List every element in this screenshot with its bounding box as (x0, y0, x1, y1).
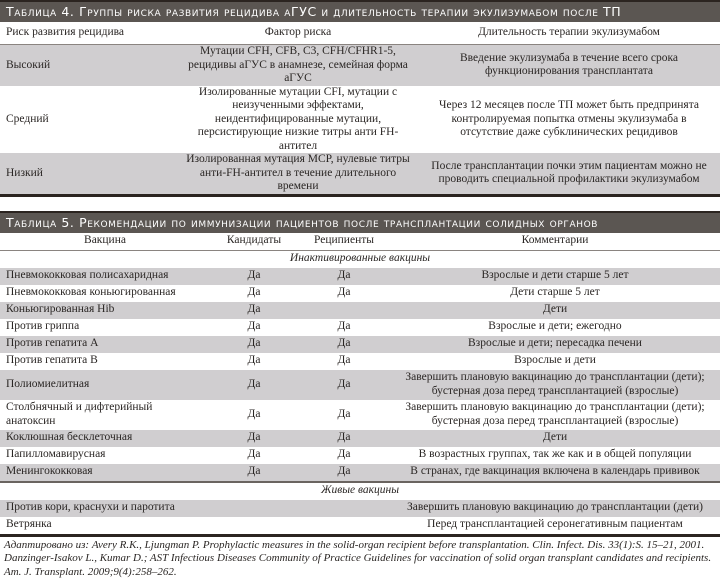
table-row (0, 302, 720, 319)
table5-header-recipients: Реципиенты (298, 233, 390, 251)
vaccine-name: Папилломавирусная (0, 447, 210, 464)
recipients-value: Да (298, 285, 390, 302)
comment: В странах, где вакцинация включена в календарь прививок (390, 464, 720, 482)
table-row (0, 447, 720, 464)
table5-header-row (0, 233, 720, 251)
table5 (0, 233, 720, 537)
table-row (0, 430, 720, 447)
vaccine-name: Против кори, краснухи и паротита (0, 500, 210, 517)
table-row (0, 268, 720, 285)
candidates-value: Да (210, 447, 298, 464)
comment: Завершить плановую вакцинацию до трансплантации (дети); бустерная доза перед трансплантацией (взрослые) (390, 370, 720, 400)
candidates-value: Да (210, 319, 298, 336)
table-row (0, 336, 720, 353)
table-row (0, 319, 720, 336)
table5-header-comments: Комментарии (390, 233, 720, 251)
comment: Завершить плановую вакцинацию до трансплантации (дети); бустерная доза перед трансплантацией (взрослые) (390, 400, 720, 430)
table5-header-vaccine: Вакцина (0, 233, 210, 251)
vaccine-name: Менингококковая (0, 464, 210, 482)
recipients-value: Да (298, 353, 390, 370)
recipients-value (298, 302, 390, 319)
candidates-value: Да (210, 302, 298, 319)
vaccine-name: Пневмококковая полисахаридная (0, 268, 210, 285)
therapy-duration: Через 12 месяцев после ТП может быть предпринята контролируемая попытка отмены экулизумаба в отсутствие даже субклинических рецидивов (418, 86, 720, 154)
source-line-3: Am. J. Transplant. 2009;9(4):258–262. (4, 566, 716, 579)
table4-header-risk: Риск развития рецидива (0, 22, 178, 45)
source-line-1: Адаптировано из: Avery R.K., Ljungman P. Prophylactic measures in the solid-organ recipient before transplantation. Clin. Infect. Dis. 33(1):S. 15–21, 2001. (4, 539, 716, 553)
table5-header-candidates: Кандидаты (210, 233, 298, 251)
vaccine-name: Против гепатита В (0, 353, 210, 370)
section-row-inactivated (0, 250, 720, 268)
recipients-value: Да (298, 370, 390, 400)
risk-level: Средний (0, 86, 178, 154)
table4-header-duration: Длительность терапии экулизумабом (418, 22, 720, 45)
risk-factor: Мутации CFH, CFB, C3, CFH/CFHR1-5, рецидивы аГУС в анамнезе, семейная форма аГУС (178, 45, 418, 86)
comment: В возрастных группах, так же как и в общей популяции (390, 447, 720, 464)
inactivated-vaccines (0, 268, 720, 482)
comment: Взрослые и дети; ежегодно (390, 319, 720, 336)
table-row (0, 517, 720, 536)
candidates-value: Да (210, 285, 298, 302)
recipients-value (298, 517, 390, 536)
recipients-value: Да (298, 400, 390, 430)
recipients-value: Да (298, 319, 390, 336)
table-row (0, 500, 720, 517)
table-row (0, 153, 720, 195)
table4-header-row (0, 22, 720, 45)
vaccine-name: Коклюшная бесклеточная (0, 430, 210, 447)
comment: Взрослые и дети старше 5 лет (390, 268, 720, 285)
candidates-value: Да (210, 336, 298, 353)
recipients-value: Да (298, 430, 390, 447)
table-row (0, 370, 720, 400)
comment: Дети старше 5 лет (390, 285, 720, 302)
table4 (0, 22, 720, 197)
candidates-value: Да (210, 370, 298, 400)
recipients-value (298, 500, 390, 517)
recipients-value: Да (298, 464, 390, 482)
risk-factor: Изолированные мутации CFI, мутации с неизученными эффектами, неидентифицированные мутации, персистирующие низкие титры анти FH-антител (178, 86, 418, 154)
table-row (0, 86, 720, 154)
table-row (0, 400, 720, 430)
comment: Дети (390, 302, 720, 319)
vaccine-name: Столбнячный и дифтерийный анатоксин (0, 400, 210, 430)
comment: Дети (390, 430, 720, 447)
vaccine-name: Полиомиелитная (0, 370, 210, 400)
risk-factor: Изолированная мутация MCP, нулевые титры анти-FH-антител в течение длительного времени (178, 153, 418, 195)
comment: Взрослые и дети (390, 353, 720, 370)
candidates-value: Да (210, 464, 298, 482)
candidates-value (210, 517, 298, 536)
spacer (0, 197, 720, 211)
recipients-value: Да (298, 447, 390, 464)
vaccine-name: Против гриппа (0, 319, 210, 336)
table-row (0, 45, 720, 86)
candidates-value: Да (210, 400, 298, 430)
table5-title: Таблица 5. Рекомендации по иммунизации пациентов после трансплантации солидных органов (0, 211, 720, 233)
vaccine-name: Пневмококковая коньюгированная (0, 285, 210, 302)
candidates-value: Да (210, 353, 298, 370)
source-line-2: Danzinger-Isakov L., Kumar D.; AST Infectious Diseases Community of Practice Guidelines for vaccination of solid organ transplant candidates and recipients. (4, 552, 716, 566)
therapy-duration: После трансплантации почки этим пациентам можно не проводить специальной профилактики экулизумабом (418, 153, 720, 195)
comment: Перед трансплантацией серонегативным пациентам (390, 517, 720, 536)
candidates-value (210, 500, 298, 517)
candidates-value: Да (210, 430, 298, 447)
comment: Завершить плановую вакцинацию до трансплантации (дети) (390, 500, 720, 517)
vaccine-name: Коньюгированная Hib (0, 302, 210, 319)
live-vaccines (0, 500, 720, 536)
source-note (0, 537, 720, 579)
risk-level: Высокий (0, 45, 178, 86)
table-row (0, 285, 720, 302)
table4-title: Таблица 4. Группы риска развития рецидива аГУС и длительность терапии экулизумабом после ТП (0, 0, 720, 22)
risk-level: Низкий (0, 153, 178, 195)
section-label: Инактивированные вакцины (0, 250, 720, 268)
recipients-value: Да (298, 268, 390, 285)
candidates-value: Да (210, 268, 298, 285)
comment: Взрослые и дети; пересадка печени (390, 336, 720, 353)
vaccine-name: Против гепатита А (0, 336, 210, 353)
section-row-live (0, 482, 720, 500)
therapy-duration: Введение экулизумаба в течение всего срока функционирования трансплантата (418, 45, 720, 86)
table4-header-factor: Фактор риска (178, 22, 418, 45)
recipients-value: Да (298, 336, 390, 353)
table-row (0, 353, 720, 370)
table-row (0, 464, 720, 482)
vaccine-name: Ветрянка (0, 517, 210, 536)
section-label: Живые вакцины (0, 482, 720, 500)
